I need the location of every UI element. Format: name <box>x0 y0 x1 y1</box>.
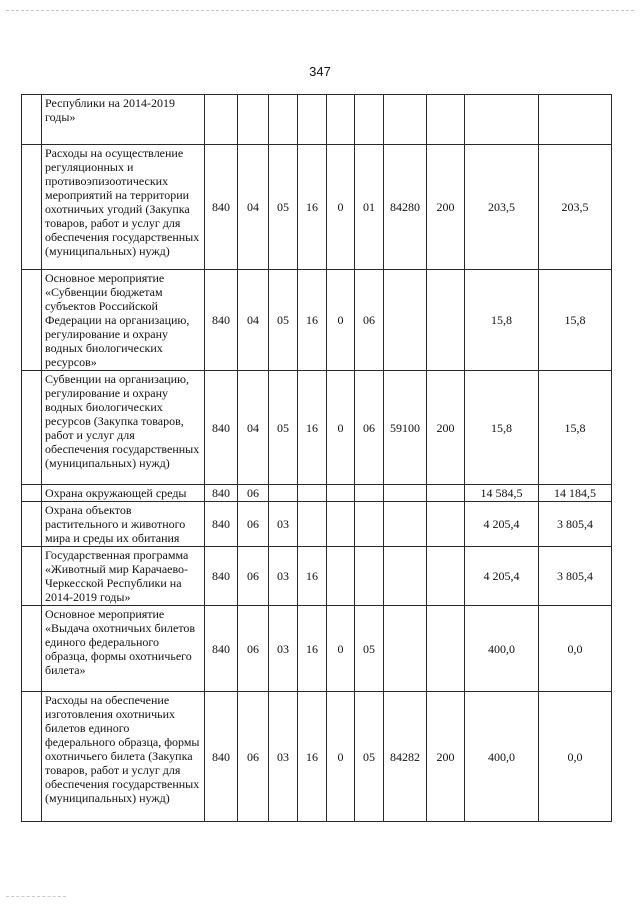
row-value-cell: 0 <box>327 692 355 822</box>
row-value-cell <box>327 485 355 502</box>
table-row <box>22 485 612 502</box>
row-index-cell <box>22 485 42 502</box>
row-name-cell: Республики на 2014-2019 годы» <box>42 95 205 145</box>
row-value-cell: 840 <box>205 692 238 822</box>
scan-artifact-bottom <box>6 896 66 897</box>
row-name-cell: Основное мероприятие «Субвенции бюджетам субъектов Российской Федерации на организацию, регулирование и охрану водных биологических ресурсов» <box>42 270 205 371</box>
row-value-cell <box>355 95 384 145</box>
row-value-cell <box>205 95 238 145</box>
row-value-cell <box>465 95 539 145</box>
row-value-cell: 59100 <box>384 371 427 485</box>
row-value-cell: 840 <box>205 145 238 270</box>
row-value-cell: 06 <box>238 502 269 547</box>
row-value-cell: 840 <box>205 502 238 547</box>
row-value-cell: 15,8 <box>539 371 612 485</box>
row-value-cell: 03 <box>269 502 298 547</box>
row-value-cell: 06 <box>238 606 269 692</box>
row-value-cell: 4 205,4 <box>465 502 539 547</box>
row-value-cell <box>298 502 327 547</box>
row-value-cell: 0 <box>327 145 355 270</box>
table-row <box>22 270 612 371</box>
row-value-cell: 03 <box>269 692 298 822</box>
row-value-cell: 3 805,4 <box>539 547 612 606</box>
row-value-cell: 14 584,5 <box>465 485 539 502</box>
row-value-cell: 400,0 <box>465 692 539 822</box>
row-value-cell: 15,8 <box>465 371 539 485</box>
row-value-cell <box>427 95 465 145</box>
row-value-cell <box>427 606 465 692</box>
row-value-cell: 16 <box>298 270 327 371</box>
row-value-cell <box>539 95 612 145</box>
row-index-cell <box>22 547 42 606</box>
row-value-cell: 840 <box>205 547 238 606</box>
row-value-cell: 0,0 <box>539 692 612 822</box>
row-value-cell: 05 <box>355 606 384 692</box>
table-row <box>22 371 612 485</box>
row-value-cell <box>384 606 427 692</box>
row-name-cell: Субвенции на организацию, регулирование и охрану водных биологических ресурсов (Закупка товаров, работ и услуг для обеспечения государственных (муниципальных) нужд) <box>42 371 205 485</box>
row-value-cell <box>384 547 427 606</box>
row-value-cell: 84282 <box>384 692 427 822</box>
row-value-cell: 05 <box>269 371 298 485</box>
row-value-cell <box>327 95 355 145</box>
row-value-cell: 05 <box>355 692 384 822</box>
row-value-cell <box>384 485 427 502</box>
row-value-cell: 06 <box>238 692 269 822</box>
row-value-cell: 04 <box>238 371 269 485</box>
row-value-cell <box>427 485 465 502</box>
row-name-cell: Расходы на обеспечение изготовления охотничьих билетов единого федерального образца, формы охотничьего билета (Закупка товаров, работ и услуг для обеспечения государственных (муниципальных) нужд) <box>42 692 205 822</box>
row-value-cell: 06 <box>238 485 269 502</box>
row-value-cell <box>355 547 384 606</box>
page-number: 347 <box>309 64 331 79</box>
row-value-cell <box>269 485 298 502</box>
row-value-cell: 200 <box>427 692 465 822</box>
row-value-cell <box>427 270 465 371</box>
row-value-cell <box>355 485 384 502</box>
row-value-cell: 840 <box>205 270 238 371</box>
row-value-cell: 400,0 <box>465 606 539 692</box>
row-value-cell <box>427 502 465 547</box>
row-index-cell <box>22 692 42 822</box>
row-value-cell <box>298 95 327 145</box>
row-value-cell: 4 205,4 <box>465 547 539 606</box>
row-name-cell: Основное мероприятие «Выдача охотничьих билетов единого федерального образца, формы охотничьего билета» <box>42 606 205 692</box>
row-value-cell: 15,8 <box>539 270 612 371</box>
row-value-cell <box>327 547 355 606</box>
row-value-cell: 840 <box>205 485 238 502</box>
row-value-cell <box>427 547 465 606</box>
row-value-cell: 06 <box>238 547 269 606</box>
row-value-cell: 840 <box>205 371 238 485</box>
row-value-cell <box>384 502 427 547</box>
row-value-cell: 03 <box>269 606 298 692</box>
row-value-cell: 200 <box>427 371 465 485</box>
row-name-cell: Охрана объектов растительного и животного мира и среды их обитания <box>42 502 205 547</box>
row-index-cell <box>22 95 42 145</box>
row-index-cell <box>22 502 42 547</box>
row-value-cell <box>269 95 298 145</box>
row-value-cell: 14 184,5 <box>539 485 612 502</box>
row-index-cell <box>22 606 42 692</box>
row-value-cell: 0 <box>327 270 355 371</box>
row-value-cell: 04 <box>238 145 269 270</box>
table-row <box>22 606 612 692</box>
row-value-cell: 84280 <box>384 145 427 270</box>
table-row <box>22 502 612 547</box>
row-value-cell: 16 <box>298 371 327 485</box>
row-index-cell <box>22 145 42 270</box>
table-row <box>22 692 612 822</box>
row-value-cell: 203,5 <box>465 145 539 270</box>
scan-artifact-top <box>6 10 634 11</box>
row-value-cell: 3 805,4 <box>539 502 612 547</box>
row-value-cell <box>384 95 427 145</box>
row-value-cell: 16 <box>298 547 327 606</box>
row-value-cell: 0 <box>327 606 355 692</box>
row-value-cell: 840 <box>205 606 238 692</box>
row-value-cell: 04 <box>238 270 269 371</box>
row-name-cell: Охрана окружающей среды <box>42 485 205 502</box>
table-row <box>22 547 612 606</box>
row-name-cell: Расходы на осуществление регуляционных и противоэпизоотических мероприятий на территории охотничьих угодий (Закупка товаров, работ и услуг для обеспечения государственных (муниципальных) нужд) <box>42 145 205 270</box>
row-value-cell: 16 <box>298 145 327 270</box>
row-value-cell <box>355 502 384 547</box>
row-value-cell <box>384 270 427 371</box>
row-value-cell: 203,5 <box>539 145 612 270</box>
row-value-cell: 0 <box>327 371 355 485</box>
row-value-cell: 200 <box>427 145 465 270</box>
row-name-cell: Государственная программа «Животный мир Карачаево-Черкесской Республики на 2014-2019 годы» <box>42 547 205 606</box>
row-value-cell: 16 <box>298 606 327 692</box>
row-index-cell <box>22 371 42 485</box>
budget-table <box>21 94 612 822</box>
row-value-cell <box>238 95 269 145</box>
row-value-cell <box>298 485 327 502</box>
row-value-cell: 03 <box>269 547 298 606</box>
table-row <box>22 145 612 270</box>
row-index-cell <box>22 270 42 371</box>
row-value-cell: 15,8 <box>465 270 539 371</box>
row-value-cell <box>327 502 355 547</box>
row-value-cell: 0,0 <box>539 606 612 692</box>
row-value-cell: 05 <box>269 270 298 371</box>
row-value-cell: 05 <box>269 145 298 270</box>
row-value-cell: 01 <box>355 145 384 270</box>
row-value-cell: 06 <box>355 371 384 485</box>
row-value-cell: 16 <box>298 692 327 822</box>
table-row <box>22 95 612 145</box>
row-value-cell: 06 <box>355 270 384 371</box>
